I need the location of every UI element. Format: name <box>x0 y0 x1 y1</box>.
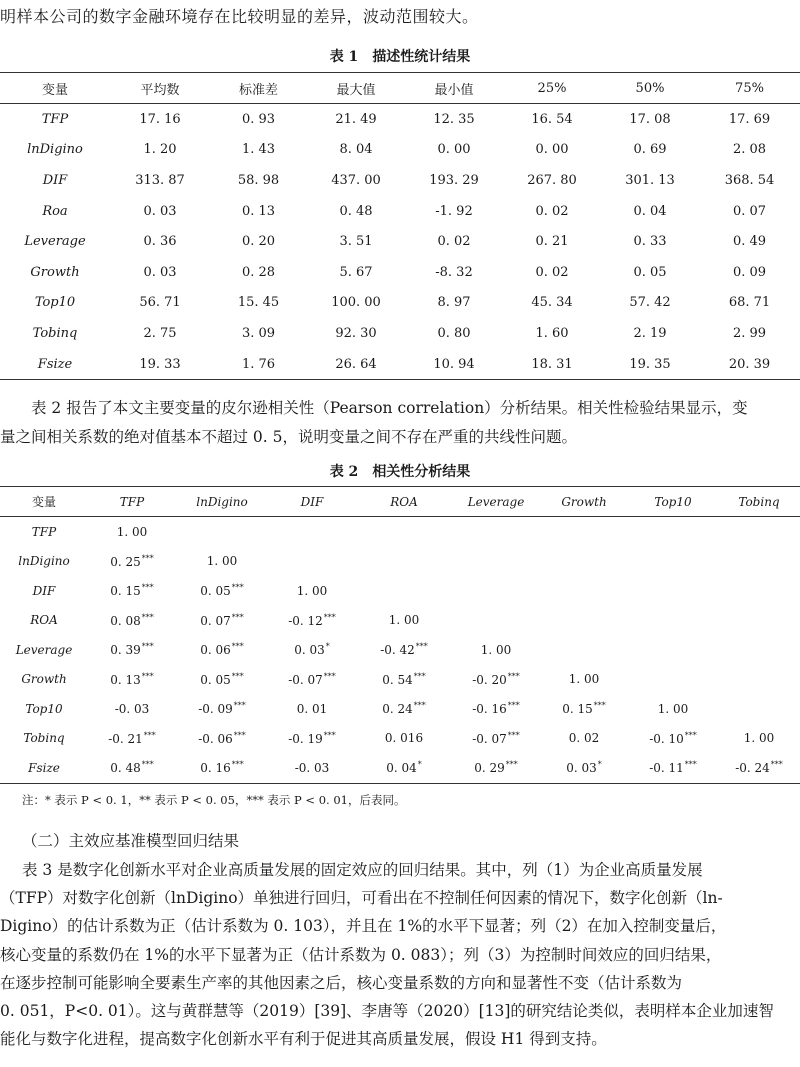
correlation-value: 1. 00 <box>568 672 600 687</box>
significance-stars: *** <box>770 760 783 770</box>
variable-name: DIF <box>42 172 68 188</box>
stat-value: 267. 80 <box>527 172 577 188</box>
significance-stars: *** <box>231 583 244 593</box>
significance-stars: *** <box>141 553 154 563</box>
correlation-cell <box>628 724 718 754</box>
table-note: 注：* 表示 P < 0. 1，** 表示 P < 0. 05，*** 表示 P < 0. 01，后表同。 <box>22 793 406 807</box>
correlation-value: 0. 016 <box>384 731 424 746</box>
correlation-cell <box>452 576 540 606</box>
paragraph-line: Digino）的估计系数为正（估计系数为 0. 103），并且在 1%的水平下显著；列（2）在加入控制变量后， <box>0 917 727 936</box>
stat-value: 0. 80 <box>437 325 471 341</box>
correlation-cell <box>452 724 540 754</box>
correlation-value: -0. 10 <box>649 731 684 746</box>
intro-text-line: 明样本公司的数字金融环境存在比较明显的差异，波动范围较大。 <box>0 7 479 26</box>
correlation-cell <box>356 665 452 695</box>
significance-stars: *** <box>413 671 426 681</box>
variable-name: ROA <box>30 613 58 628</box>
stat-value: 19. 35 <box>629 356 671 372</box>
table1-column-header: 最大值 <box>307 73 405 104</box>
correlation-value: 0. 39 <box>110 643 141 658</box>
correlation-value: -0. 07 <box>472 731 507 746</box>
significance-stars: *** <box>233 701 246 711</box>
variable-name: Fsize <box>28 760 60 775</box>
stat-value: 368. 54 <box>724 172 775 188</box>
table2-column-header: Growth <box>540 487 628 517</box>
stat-value: 100. 00 <box>331 295 381 311</box>
correlation-cell <box>176 517 268 547</box>
paragraph-line: 在逐步控制可能影响全要素生产率的其他因素之后，核心变量系数的方向和显著性不变（估计系数为 <box>0 973 683 992</box>
correlation-value: 0. 54 <box>382 672 413 687</box>
table1-row <box>0 104 800 135</box>
stat-value: 17. 69 <box>728 111 771 127</box>
table1-column-header: 标准差 <box>210 73 307 104</box>
stat-value: 0. 13 <box>241 203 276 219</box>
correlation-value: -0. 20 <box>472 672 507 687</box>
significance-stars: *** <box>593 701 606 711</box>
variable-name: DIF <box>32 583 56 598</box>
significance-stars: *** <box>141 642 154 652</box>
correlation-cell <box>176 694 268 724</box>
stat-value: 2. 08 <box>732 142 767 158</box>
stat-value: 8. 97 <box>437 295 471 311</box>
stat-value: 17. 08 <box>629 111 671 127</box>
variable-name: lnDigino <box>27 142 83 158</box>
correlation-cell <box>176 665 268 695</box>
table2-column-header: Leverage <box>452 487 540 517</box>
stat-value: 0. 02 <box>437 234 471 250</box>
correlation-value: 1. 00 <box>116 524 148 539</box>
table1-title: 描述性统计结果 <box>372 49 471 65</box>
stat-value: 0. 02 <box>535 264 569 280</box>
section-subheading: （二）主效应基准模型回归结果 <box>22 832 240 850</box>
paragraph-line: 0. 051，P<0. 01）。这与黄群慧等（2019）[39]、李唐等（2020）[13]的研究结论类似，表明样本企业加速智 <box>0 1002 774 1021</box>
significance-stars: *** <box>507 701 520 711</box>
correlation-cell <box>718 517 800 547</box>
stat-value: 0. 09 <box>732 264 767 280</box>
table1-row <box>0 135 800 166</box>
correlation-cell <box>540 665 628 695</box>
stat-value: 0. 07 <box>732 203 767 219</box>
stat-value: 2. 99 <box>732 325 767 341</box>
table2-header-row <box>0 487 800 517</box>
correlation-table <box>0 486 800 784</box>
table1-row <box>0 226 800 257</box>
table1-row <box>0 257 800 288</box>
stat-value: 0. 00 <box>437 142 471 158</box>
correlation-cell <box>356 606 452 636</box>
table1-row <box>0 318 800 349</box>
stat-value: 193. 29 <box>429 172 479 188</box>
correlation-cell <box>268 694 356 724</box>
correlation-cell <box>540 753 628 783</box>
significance-stars: *** <box>231 671 244 681</box>
stat-value: 0. 48 <box>339 203 373 219</box>
correlation-value: 0. 16 <box>200 761 231 776</box>
paragraph-line: （TFP）对数字化创新（lnDigino）单独进行回归，可看出在不控制任何因素的情况下，数字化创新（ln- <box>0 889 723 908</box>
paragraph-line: 表 3 是数字化创新水平对企业高质量发展的固定效应的回归结果。其中，列（1）为企业高质量发展 <box>22 861 703 879</box>
stat-value: 58. 98 <box>237 172 280 188</box>
correlation-cell <box>268 635 356 665</box>
table1-number: 表 1 <box>329 49 359 65</box>
table2-column-header: Top10 <box>628 487 718 517</box>
stat-value: 18. 31 <box>531 356 573 372</box>
correlation-value: -0. 09 <box>198 702 233 717</box>
paragraph-line: 核心变量的系数仍在 1%的水平下显著为正（估计系数为 0. 083）；列（3）为控制时间效应的回归结果， <box>0 945 722 964</box>
significance-stars: *** <box>507 730 520 740</box>
stat-value: 2. 75 <box>143 325 177 341</box>
stat-value: 2. 19 <box>633 325 667 341</box>
correlation-cell <box>356 517 452 547</box>
correlation-value: 1. 00 <box>388 613 420 628</box>
table1-row <box>0 165 800 196</box>
correlation-intro-paragraph <box>0 394 800 452</box>
correlation-value: -0. 42 <box>380 643 415 658</box>
correlation-value: -0. 07 <box>288 672 323 687</box>
significance-stars: *** <box>505 760 518 770</box>
correlation-cell <box>718 665 800 695</box>
correlation-value: 1. 00 <box>743 731 775 746</box>
correlation-value: -0. 06 <box>198 731 233 746</box>
significance-stars: * <box>597 760 602 770</box>
correlation-value: -0. 24 <box>735 761 770 776</box>
correlation-value: -0. 03 <box>294 760 330 775</box>
correlation-cell <box>88 753 176 783</box>
correlation-cell <box>88 635 176 665</box>
correlation-cell <box>268 576 356 606</box>
correlation-value: -0. 16 <box>472 702 507 717</box>
stat-value: 0. 49 <box>732 234 767 250</box>
significance-stars: *** <box>141 612 154 622</box>
correlation-cell <box>540 635 628 665</box>
correlation-cell <box>176 576 268 606</box>
correlation-cell <box>628 665 718 695</box>
table2-row <box>0 547 800 577</box>
stat-value: 0. 20 <box>241 234 276 250</box>
significance-stars: *** <box>323 671 336 681</box>
correlation-cell <box>356 753 452 783</box>
paragraph-line: 表 2 报告了本文主要变量的皮尔逊相关性（Pearson correlation）分析结果。相关性检验结果显示，变 <box>31 399 748 417</box>
correlation-cell <box>540 606 628 636</box>
correlation-value: 0. 08 <box>110 613 141 628</box>
correlation-cell <box>176 635 268 665</box>
stat-value: 0. 03 <box>143 203 177 219</box>
correlation-cell <box>176 547 268 577</box>
significance-stars: *** <box>141 671 154 681</box>
stat-value: 1. 76 <box>241 356 276 372</box>
correlation-cell <box>356 694 452 724</box>
correlation-cell <box>268 517 356 547</box>
significance-stars: *** <box>413 701 426 711</box>
table2-row <box>0 753 800 783</box>
correlation-cell <box>88 606 176 636</box>
correlation-cell <box>88 665 176 695</box>
correlation-value: -0. 12 <box>288 613 323 628</box>
table1-column-header: 25% <box>503 73 601 104</box>
stat-value: 0. 93 <box>241 111 276 127</box>
stat-value: 15. 45 <box>237 295 280 311</box>
stat-value: 19. 33 <box>139 356 181 372</box>
correlation-value: 0. 07 <box>200 613 231 628</box>
correlation-value: 0. 13 <box>110 672 141 687</box>
significance-stars: *** <box>141 583 154 593</box>
correlation-cell <box>628 576 718 606</box>
correlation-value: 1. 00 <box>657 701 689 716</box>
significance-stars: *** <box>233 730 246 740</box>
correlation-cell <box>628 694 718 724</box>
table2-row <box>0 635 800 665</box>
correlation-value: 1. 00 <box>206 554 238 569</box>
stat-value: 313. 87 <box>135 172 185 188</box>
correlation-cell <box>718 694 800 724</box>
correlation-cell <box>628 753 718 783</box>
correlation-cell <box>452 606 540 636</box>
correlation-value: 0. 04 <box>386 761 417 776</box>
correlation-value: 0. 05 <box>200 584 231 599</box>
variable-name: Tobinq <box>32 325 78 341</box>
correlation-cell <box>452 665 540 695</box>
correlation-cell <box>718 576 800 606</box>
variable-name: TFP <box>41 111 69 127</box>
correlation-cell <box>628 635 718 665</box>
significance-stars: *** <box>507 671 520 681</box>
stat-value: 16. 54 <box>531 111 573 127</box>
paragraph-line: 量之间相关系数的绝对值基本不超过 0. 5，说明变量之间不存在严重的共线性问题。 <box>0 428 578 446</box>
stat-value: 0. 03 <box>143 264 177 280</box>
correlation-cell <box>452 753 540 783</box>
significance-stars: *** <box>684 730 697 740</box>
table2-row <box>0 665 800 695</box>
variable-name: TFP <box>31 524 57 539</box>
correlation-cell <box>88 517 176 547</box>
correlation-cell <box>88 547 176 577</box>
stat-value: 20. 39 <box>728 356 771 372</box>
correlation-cell <box>452 547 540 577</box>
correlation-value: 0. 01 <box>296 701 328 716</box>
table2-title: 相关性分析结果 <box>372 464 471 480</box>
correlation-cell <box>176 606 268 636</box>
variable-name: Growth <box>21 672 67 687</box>
correlation-cell <box>452 694 540 724</box>
stat-value: 0. 21 <box>535 234 569 250</box>
table1-column-header: 平均数 <box>110 73 210 104</box>
stat-value: 0. 02 <box>535 203 569 219</box>
correlation-cell <box>452 635 540 665</box>
correlation-value: 1. 00 <box>480 642 512 657</box>
stat-value: 1. 60 <box>535 325 569 341</box>
stat-value: 3. 51 <box>339 234 373 250</box>
correlation-value: 0. 06 <box>200 643 231 658</box>
correlation-value: -0. 11 <box>649 761 684 776</box>
correlation-cell <box>268 606 356 636</box>
table1-row <box>0 349 800 380</box>
regression-results-paragraph <box>0 856 800 1053</box>
table2-row <box>0 606 800 636</box>
stat-value: 1. 20 <box>143 142 177 158</box>
variable-name: Top10 <box>34 295 76 311</box>
correlation-value: 0. 05 <box>200 672 231 687</box>
correlation-cell <box>540 724 628 754</box>
significance-stars: *** <box>323 612 336 622</box>
stat-value: 26. 64 <box>335 356 377 372</box>
significance-stars: * <box>325 642 330 652</box>
table2-number: 表 2 <box>329 464 359 480</box>
correlation-cell <box>452 517 540 547</box>
correlation-cell <box>718 547 800 577</box>
table2-row <box>0 724 800 754</box>
correlation-cell <box>88 576 176 606</box>
correlation-cell <box>628 517 718 547</box>
table1-row <box>0 196 800 227</box>
table2-column-header: TFP <box>88 487 176 517</box>
variable-name: Top10 <box>25 701 63 716</box>
significance-stars: *** <box>415 642 428 652</box>
paragraph-line: 能化与数字化进程，提高数字化创新水平有利于促进其高质量发展，假设 H1 得到支持。 <box>0 1030 607 1049</box>
stat-value: 56. 71 <box>139 295 181 311</box>
correlation-value: 0. 25 <box>110 554 141 569</box>
stat-value: 5. 67 <box>339 264 373 280</box>
stat-value: 0. 28 <box>241 264 276 280</box>
significance-stars: *** <box>141 760 154 770</box>
correlation-value: 0. 03 <box>294 643 325 658</box>
table1-column-header: 变量 <box>0 73 110 104</box>
variable-name: Leverage <box>15 642 73 657</box>
significance-stars: *** <box>143 730 156 740</box>
stat-value: 8. 04 <box>339 142 373 158</box>
stat-value: 17. 16 <box>139 111 181 127</box>
correlation-cell <box>628 547 718 577</box>
table2-column-header: Tobinq <box>718 487 800 517</box>
table2-column-header: lnDigino <box>176 487 268 517</box>
variable-name: Roa <box>42 203 68 219</box>
variable-name: Tobinq <box>23 731 65 746</box>
significance-stars: *** <box>231 760 244 770</box>
correlation-cell <box>88 694 176 724</box>
stat-value: 0. 00 <box>535 142 569 158</box>
correlation-value: 1. 00 <box>296 583 328 598</box>
significance-stars: *** <box>684 760 697 770</box>
correlation-value: 0. 03 <box>566 761 597 776</box>
stat-value: -8. 32 <box>435 264 473 280</box>
stat-value: 1. 43 <box>241 142 276 158</box>
table1-caption <box>0 46 800 66</box>
correlation-cell <box>540 576 628 606</box>
correlation-value: 0. 02 <box>568 731 600 746</box>
variable-name: lnDigino <box>18 554 70 569</box>
stat-value: 68. 71 <box>728 295 771 311</box>
correlation-cell <box>356 547 452 577</box>
variable-name: Leverage <box>24 234 86 250</box>
table1-column-header: 75% <box>699 73 800 104</box>
correlation-value: -0. 03 <box>114 701 150 716</box>
correlation-cell <box>718 724 800 754</box>
stat-value: 0. 05 <box>633 264 667 280</box>
stat-value: 21. 49 <box>335 111 377 127</box>
stat-value: 0. 36 <box>143 234 177 250</box>
correlation-value: 0. 15 <box>562 702 593 717</box>
correlation-value: 0. 15 <box>110 584 141 599</box>
stat-value: 10. 94 <box>433 356 475 372</box>
correlation-cell <box>540 694 628 724</box>
correlation-cell <box>88 724 176 754</box>
table2-row <box>0 576 800 606</box>
correlation-value: -0. 19 <box>288 731 323 746</box>
correlation-value: 0. 29 <box>474 761 505 776</box>
significance-stars: *** <box>323 730 336 740</box>
correlation-cell <box>356 635 452 665</box>
correlation-cell <box>718 635 800 665</box>
table1-column-header: 50% <box>601 73 699 104</box>
correlation-cell <box>718 606 800 636</box>
correlation-cell <box>356 724 452 754</box>
significance-stars: *** <box>231 642 244 652</box>
correlation-cell <box>268 665 356 695</box>
table2-column-header: DIF <box>268 487 356 517</box>
stat-value: -1. 92 <box>435 203 473 219</box>
correlation-cell <box>176 724 268 754</box>
descriptive-stats-table <box>0 72 800 380</box>
variable-name: Fsize <box>37 356 73 372</box>
correlation-cell <box>176 753 268 783</box>
stat-value: 57. 42 <box>629 295 671 311</box>
stat-value: 92. 30 <box>335 325 377 341</box>
correlation-cell <box>628 606 718 636</box>
correlation-cell <box>540 547 628 577</box>
table1-header-row <box>0 73 800 104</box>
stat-value: 301. 13 <box>625 172 675 188</box>
correlation-cell <box>718 753 800 783</box>
correlation-value: -0. 21 <box>108 731 143 746</box>
stat-value: 437. 00 <box>331 172 381 188</box>
table1-row <box>0 288 800 319</box>
table2-row <box>0 694 800 724</box>
correlation-cell <box>268 753 356 783</box>
stat-value: 45. 34 <box>531 295 573 311</box>
table2-row <box>0 517 800 547</box>
stat-value: 3. 09 <box>241 325 276 341</box>
stat-value: 0. 33 <box>633 234 667 250</box>
correlation-value: 0. 24 <box>382 702 413 717</box>
correlation-value: 0. 48 <box>110 761 141 776</box>
stat-value: 0. 04 <box>633 203 667 219</box>
stat-value: 12. 35 <box>433 111 475 127</box>
table1-column-header: 最小值 <box>405 73 503 104</box>
correlation-cell <box>356 576 452 606</box>
significance-stars: *** <box>231 612 244 622</box>
correlation-cell <box>268 547 356 577</box>
stat-value: 0. 69 <box>633 142 667 158</box>
table2-caption <box>0 461 800 481</box>
significance-stars: * <box>417 760 422 770</box>
table2-column-header: ROA <box>356 487 452 517</box>
variable-name: Growth <box>30 264 80 280</box>
correlation-cell <box>540 517 628 547</box>
correlation-cell <box>268 724 356 754</box>
table2-column-header: 变量 <box>0 487 88 517</box>
